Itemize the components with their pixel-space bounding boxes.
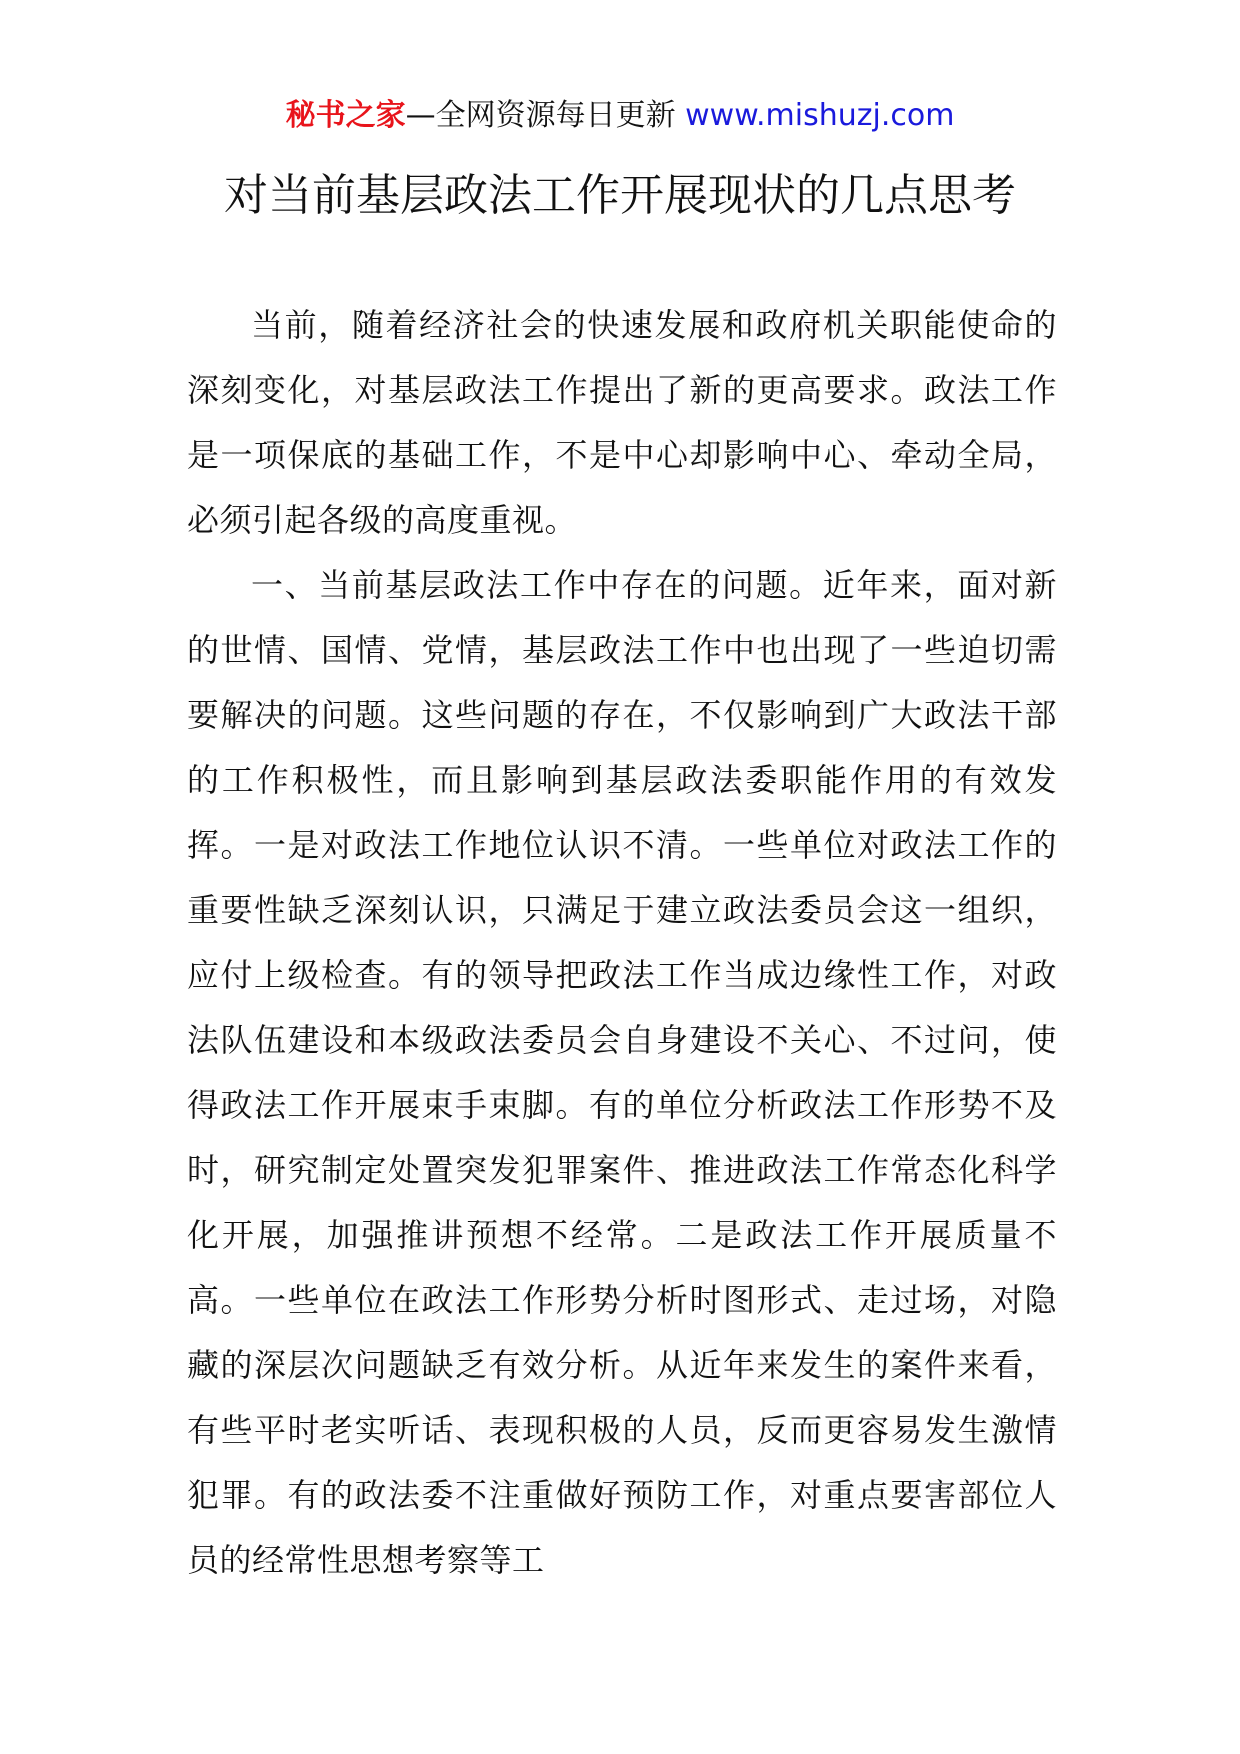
document-body — [187, 293, 1057, 1593]
site-header — [0, 96, 1240, 136]
site-url-link[interactable]: www.mishuzj.com — [685, 98, 955, 133]
paragraph-intro: 当前，随着经济社会的快速发展和政府机关职能使命的深刻变化，对基层政法工作提出了新的更高要求。政法工作是一项保底的基础工作，不是中心却影响中心、牵动全局，必须引起各级的高度重视。 — [187, 306, 1057, 539]
site-tagline: —全网资源每日更新 — [405, 98, 686, 133]
paragraph-section-one: 一、当前基层政法工作中存在的问题。近年来，面对新的世情、国情、党情，基层政法工作中也出现了一些迫切需要解决的问题。这些问题的存在，不仅影响到广大政法干部的工作积极性，而且影响到基层政法委职能作用的有效发挥。一是对政法工作地位认识不清。一些单位对政法工作的重要性缺乏深刻认识，只满足于建立政法委员会这一组织，应付上级检查。有的领导把政法工作当成边缘性工作，对政法队伍建设和本级政法委员会自身建设不关心、不过问，使得政法工作开展束手束脚。有的单位分析政法工作形势不及时，研究制定处置突发犯罪案件、推进政法工作常态化科学化开展，加强推讲预想不经常。二是政法工作开展质量不高。一些单位在政法工作形势分析时图形式、走过场，对隐藏的深层次问题缺乏有效分析。从近年来发生的案件来看，有些平时老实听话、表现积极的人员，反而更容易发生激情犯罪。有的政法委不注重做好预防工作，对重点要害部位人员的经常性思想考察等工 — [187, 566, 1057, 1579]
site-brand: 秘书之家 — [285, 98, 406, 133]
document-title: 对当前基层政法工作开展现状的几点思考 — [224, 170, 1016, 221]
